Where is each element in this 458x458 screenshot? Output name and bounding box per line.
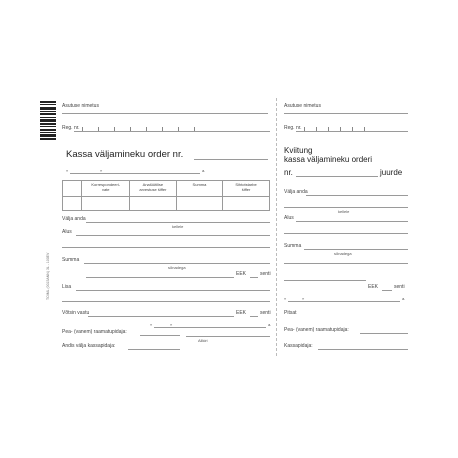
right-reg-line	[296, 131, 408, 132]
right-payee-label: Välja anda	[284, 189, 308, 195]
left-cents-line[interactable]	[250, 277, 258, 278]
right-basis-label: Alus	[284, 215, 294, 221]
left-signature-line[interactable]	[186, 336, 270, 337]
right-date-suffix: a.	[402, 296, 406, 301]
right-sum-sub: sõnadega	[334, 251, 352, 256]
left-issuer-label: Asutuse nimetus	[62, 103, 99, 109]
left-accounts-table	[62, 180, 270, 211]
left-cashier-line[interactable]	[128, 349, 180, 350]
left-basis-line[interactable]	[76, 235, 270, 236]
right-sum-line-2[interactable]	[284, 263, 408, 264]
left-received-currency: EEK	[236, 310, 247, 316]
left-addition-label: Lisa	[62, 284, 72, 290]
right-basis-line[interactable]	[296, 221, 408, 222]
left-reg-line	[74, 131, 270, 132]
table-header-cell: Korrespondeeri- vate	[82, 181, 130, 197]
right-stamp-label: Pitsat	[284, 310, 297, 316]
reg-tick	[328, 127, 329, 131]
left-sum-line-2[interactable]	[86, 277, 234, 278]
left-cents: senti	[260, 271, 271, 277]
reg-tick	[146, 127, 147, 131]
right-nr-line[interactable]	[296, 176, 378, 177]
right-date-quote-1: «	[284, 296, 287, 301]
right-nr-label: nr.	[284, 168, 293, 177]
reg-tick	[352, 127, 353, 131]
left-title: Kassa väljamineku order nr.	[66, 149, 184, 160]
divider-line	[276, 98, 277, 356]
right-issuer-line	[284, 113, 408, 114]
table-cell[interactable]	[129, 197, 176, 211]
left-basis-label: Alus	[62, 229, 72, 235]
right-currency: EEK	[368, 284, 379, 290]
reg-tick	[82, 127, 83, 131]
right-date-quote-2: »	[302, 296, 305, 301]
right-cashier-label: Kassapidaja:	[284, 343, 313, 349]
side-print-code: TOIML (0015ANN) 3L - 100EV	[46, 252, 50, 300]
reg-tick	[162, 127, 163, 131]
reg-tick	[194, 127, 195, 131]
reg-tick	[178, 127, 179, 131]
left-sum-sub: sõnadega	[168, 265, 186, 270]
left-sign-date-line[interactable]	[154, 327, 266, 328]
left-addition-line[interactable]	[76, 290, 270, 291]
table-header-cell	[63, 181, 82, 197]
left-cashier-label: Andis välja kassapidaja:	[62, 343, 116, 349]
right-basis-line-2[interactable]	[284, 233, 408, 234]
right-title-2: kassa väljamineku orderi	[284, 155, 373, 164]
right-title-1: Kviitung	[284, 146, 313, 155]
left-date-suffix: a.	[202, 168, 206, 173]
left-sign-date-suffix: a.	[268, 322, 272, 327]
right-sum-line[interactable]	[304, 249, 408, 250]
table-header-cell: Analüütilise arvestuse šiffer	[129, 181, 176, 197]
right-sum-line-3[interactable]	[284, 280, 366, 281]
left-sign-date-quote-1: «	[150, 322, 153, 327]
right-reg-label: Reg. nr.	[284, 125, 302, 131]
table-cell[interactable]	[82, 197, 130, 211]
right-cashier-line[interactable]	[318, 349, 408, 350]
left-date-quote-2: »	[100, 168, 103, 173]
left-received-cents-line[interactable]	[250, 316, 258, 317]
reg-tick	[98, 127, 99, 131]
reg-tick	[304, 127, 305, 131]
left-issuer-line	[62, 113, 268, 114]
left-signature-caption: Allkiri	[198, 338, 208, 343]
table-header-cell: Sihtotstarbe šiffer	[223, 181, 270, 197]
left-basis-line-2[interactable]	[62, 247, 270, 248]
reg-tick	[340, 127, 341, 131]
left-title-line	[194, 159, 268, 160]
left-sum-label: Summa	[62, 257, 80, 263]
reg-tick	[364, 127, 365, 131]
right-payee-sub: kellele	[338, 209, 350, 214]
left-manager-label: Pea- (vanem) raamatupidaja:	[62, 329, 127, 335]
right-payee-line-2[interactable]	[284, 207, 408, 208]
left-sign-date-quote-2: »	[170, 322, 173, 327]
right-date-line[interactable]	[288, 301, 400, 302]
left-currency: EEK	[236, 271, 247, 277]
left-payee-sub: kellele	[172, 224, 184, 229]
right-manager-line[interactable]	[360, 333, 408, 334]
barcode	[40, 101, 56, 143]
right-juurde: juurde	[380, 168, 403, 177]
left-manager-line[interactable]	[140, 335, 180, 336]
right-manager-label: Pea- (vanem) raamatupidaja:	[284, 327, 349, 333]
reg-tick	[316, 127, 317, 131]
left-payee-line[interactable]	[86, 222, 270, 223]
table-header-cell: Summa	[176, 181, 222, 197]
reg-tick	[114, 127, 115, 131]
left-reg-label: Reg. nr.	[62, 125, 80, 131]
right-cents-line[interactable]	[382, 290, 392, 291]
right-payee-line[interactable]	[306, 195, 408, 196]
right-cents: senti	[394, 284, 405, 290]
right-sum-label: Summa	[284, 243, 302, 249]
left-date-quote-1: «	[66, 168, 69, 173]
left-addition-line-2[interactable]	[62, 301, 270, 302]
table-cell[interactable]	[223, 197, 270, 211]
reg-tick	[130, 127, 131, 131]
table-cell[interactable]	[63, 197, 82, 211]
right-issuer-label: Asutuse nimetus	[284, 103, 321, 109]
left-payee-label: Välja anda	[62, 216, 86, 222]
left-received-cents: senti	[260, 310, 271, 316]
table-cell[interactable]	[176, 197, 222, 211]
left-received-line[interactable]	[88, 316, 234, 317]
left-date-line	[70, 173, 200, 174]
left-received-label: Võtsin vastu	[62, 310, 90, 316]
left-sum-line[interactable]	[84, 263, 270, 264]
